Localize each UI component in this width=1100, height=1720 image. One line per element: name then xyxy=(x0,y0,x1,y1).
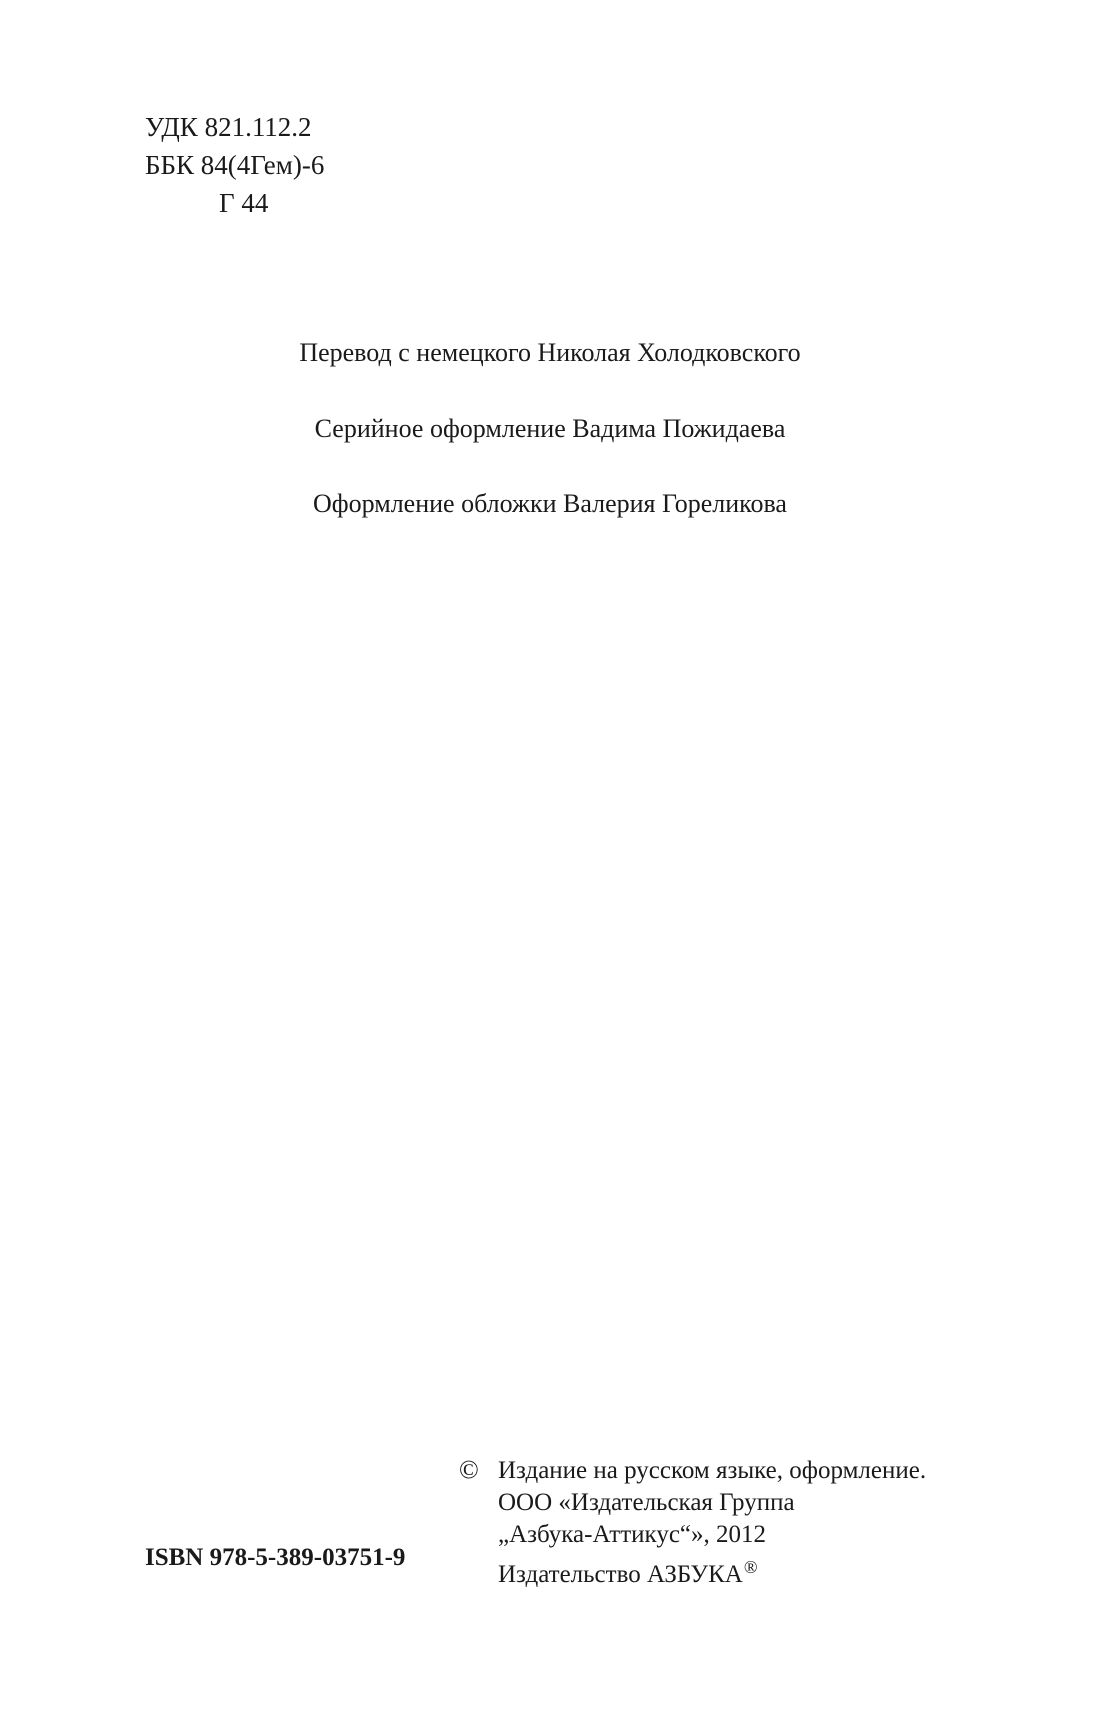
copyright-line-3: „Азбука-Аттикус“», 2012 xyxy=(498,1521,767,1548)
udk-code: УДК 821.112.2 xyxy=(145,112,312,142)
series-design-credit: Серийное оформление Вадима Пожидаева xyxy=(314,414,786,443)
translation-credit: Перевод с немецкого Николая Холодковского xyxy=(299,338,801,367)
registered-mark-icon: ® xyxy=(743,1557,758,1577)
copyright-notice xyxy=(498,1455,926,1591)
copyright-line-1: Издание на русском языке, оформление. xyxy=(498,1457,927,1484)
copyright-icon: © xyxy=(459,1455,479,1484)
author-mark: Г 44 xyxy=(219,188,269,218)
copyright-line-4 xyxy=(498,1551,926,1591)
copyright-line-2: ООО «Издательская Группа xyxy=(498,1489,795,1516)
publisher-name: Издательство АЗБУКА xyxy=(498,1561,743,1588)
isbn-number: ISBN 978-5-389-03751-9 xyxy=(145,1544,406,1571)
library-classification xyxy=(145,108,324,222)
bbk-code: ББК 84(4Гем)-6 xyxy=(145,150,325,180)
cover-design-credit: Оформление обложки Валерия Гореликова xyxy=(313,489,787,518)
